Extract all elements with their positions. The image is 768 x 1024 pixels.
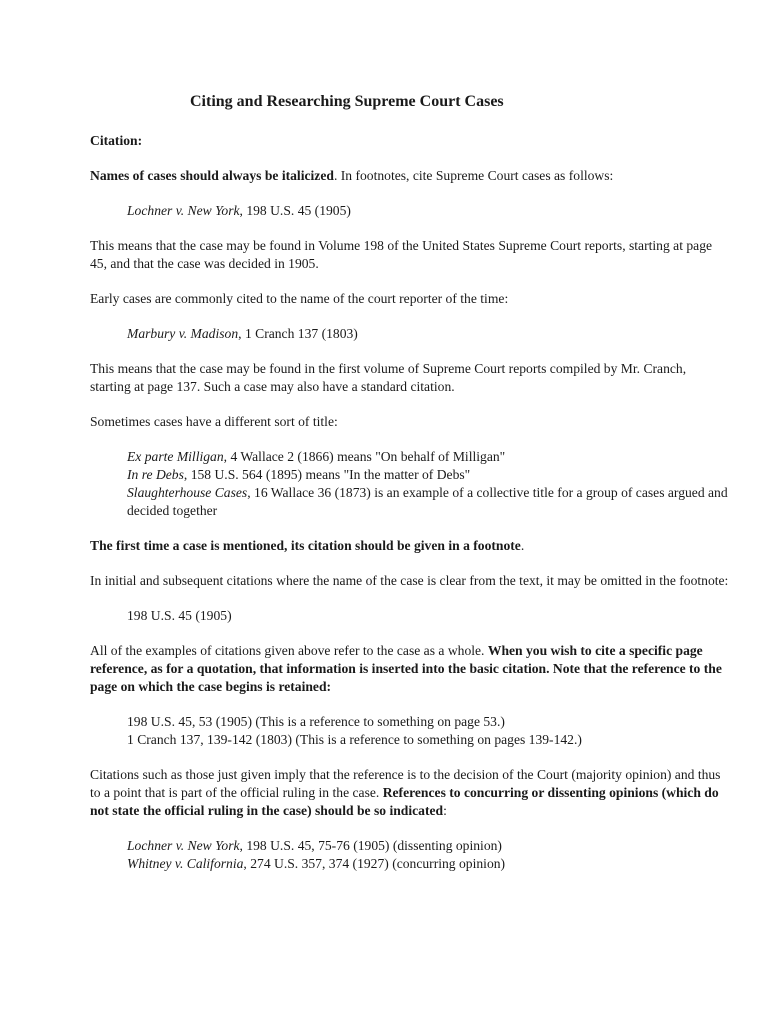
paragraph-cranch-explanation: This means that the case may be found in the first volume of Supreme Court reports compiled by Mr. Cranch, starting at page 137. Such a case may also have a standard citation.: [90, 361, 687, 394]
list-item: 198 U.S. 45, 53 (1905) (This is a reference to something on page 53.): [127, 714, 505, 729]
opinion-examples: [90, 837, 730, 873]
document-page: [90, 92, 730, 890]
list-item: Slaughterhouse Cases, 16 Wallace 36 (1873) is an example of a collective title for a group of cases argued and decided together: [127, 485, 728, 518]
example-lochner: Lochner v. New York, 198 U.S. 45 (1905): [127, 203, 351, 218]
paragraph-volume-explanation: This means that the case may be found in Volume 198 of the United States Supreme Court reports, starting at page 45, and that the case was decided in 1905.: [90, 238, 713, 271]
paragraph-early-cases: Early cases are commonly cited to the name of the court reporter of the time:: [90, 291, 509, 306]
title-examples-list: [90, 448, 730, 520]
list-item: Ex parte Milligan, 4 Wallace 2 (1866) means "On behalf of Milligan": [127, 449, 506, 464]
list-item: Lochner v. New York, 198 U.S. 45, 75-76 (1905) (dissenting opinion): [127, 838, 502, 853]
list-item: Whitney v. California, 274 U.S. 357, 374 (1927) (concurring opinion): [127, 856, 506, 871]
paragraph-opinion-rule: Citations such as those just given imply that the reference is to the decision of the Court (majority opinion) and thus to a point that is part of the official ruling in the case. References to concurring or dissenting opinions (which do not state the official ruling in the case) should be so indicated:: [90, 767, 721, 818]
example-marbury: Marbury v. Madison, 1 Cranch 137 (1803): [127, 326, 358, 341]
paragraph-italicize-rule: Names of cases should always be italicized. In footnotes, cite Supreme Court cases as follows:: [90, 168, 614, 183]
paragraph-different-titles: Sometimes cases have a different sort of title:: [90, 414, 338, 429]
paragraph-subsequent-citations: In initial and subsequent citations where the name of the case is clear from the text, it may be omitted in the footnote:: [90, 573, 729, 588]
example-short-cite: 198 U.S. 45 (1905): [127, 608, 232, 623]
document-title: Citing and Researching Supreme Court Cases: [190, 93, 504, 110]
list-item: 1 Cranch 137, 139-142 (1803) (This is a reference to something on pages 139-142.): [127, 732, 582, 747]
paragraph-first-mention-rule: The first time a case is mentioned, its citation should be given in a footnote.: [90, 538, 525, 553]
page-reference-examples: [90, 713, 730, 749]
citation-heading: Citation:: [90, 133, 143, 148]
paragraph-page-reference-rule: All of the examples of citations given above refer to the case as a whole. When you wish to cite a specific page reference, as for a quotation, that information is inserted into the basic citation. Note that the reference to the page on which the case begins is retained:: [90, 643, 722, 694]
list-item: In re Debs, 158 U.S. 564 (1895) means "In the matter of Debs": [127, 467, 471, 482]
